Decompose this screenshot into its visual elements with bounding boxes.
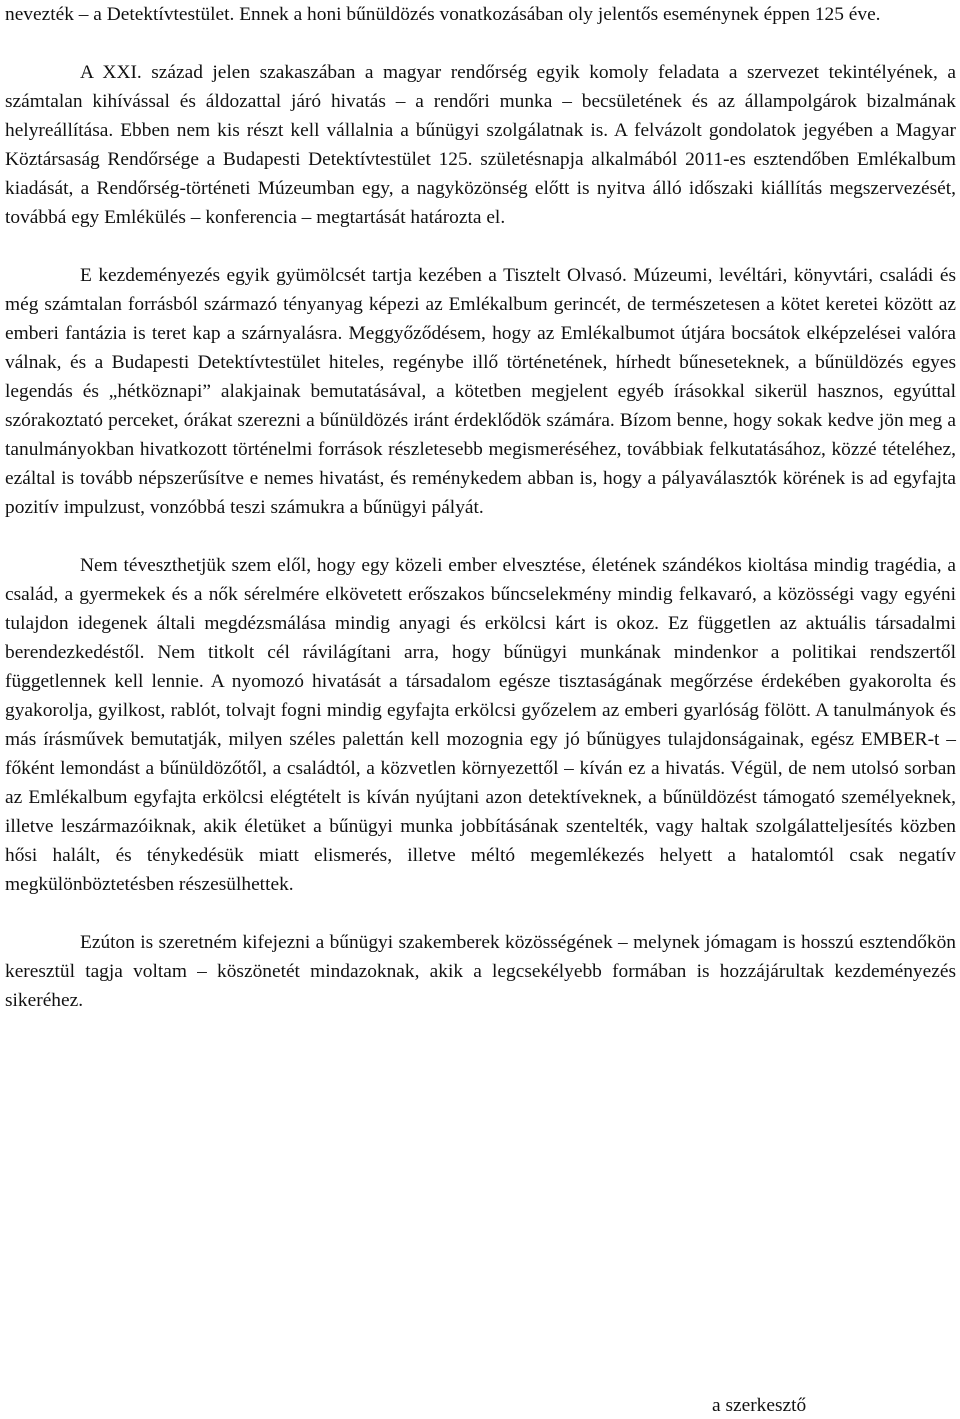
paragraph-intro: A XXI. század jelen szakaszában a magyar rendőrség egyik komoly feladata a szervezet tekintélyének, a számtalan kihívással és áldozattal járó hivatás – a rendőri munka – becsületének és az állampolgárok bizalmának helyreállítása. Ebben nem kis részt kell vállalnia a bűnügyi szolgálatnak is. A felvázolt gondolatok jegyében a Magyar Köztársaság Rendőrsége a Budapesti Detektívtestület 125. születésnapja alkalmából 2011-es esztendőben Emlékalbum kiadását, a Rendőrség-történeti Múzeumban egy, a nagyközönség előtt is nyitva álló időszaki kiállítás megszervezését, továbbá egy Emlékülés – konferencia – megtartását határozta el. <box>5 62 956 228</box>
paragraph-thanks: Ezúton is szeretném kifejezni a bűnügyi szakemberek közösségének – melynek jómagam is hosszú esztendőkön keresztül tagja voltam – köszönetét mindazoknak, akik a legcsekélyebb formában is hozzájárultak kezdeményezés sikeréhez. <box>5 932 956 1011</box>
paragraph-continuation: nevezték – a Detektívtestület. Ennek a honi bűnüldözés vonatkozásában oly jelentős eseménynek éppen 125 éve. <box>5 4 881 25</box>
document-page <box>5 0 956 1015</box>
paragraph-mission: Nem téveszthetjük szem elől, hogy egy közeli ember elvesztése, életének szándékos kioltása mindig tragédia, a család, a gyermekek és a nők sérelmére elkövetett erőszakos bűncselekmény mindig felkavaró, a közösségi vagy egyéni tulajdon idegenek általi megdézsmálása mindig anyagi és erkölcsi kárt is okoz. Ez független az aktuális társadalmi berendezkedéstől. Nem titkolt cél rávilágítani arra, hogy bűnügyi munkának mindenkor a politikai rendszertől függetlennek kell lennie. A nyomozó hivatását a társadalom egésze tisztaságának megőrzése érdekében gyakorolta és gyakorolja, gyilkost, rablót, tolvajt fogni mindig egyfajta erkölcsi győzelem az emberi gyarlóság fölött. A tanulmányok és más írásművek bemutatják, milyen széles palettán kell mozognia egy jó bűnügyes tulajdonságainak, egész EMBER-t – főként lemondást a bűnüldözőtől, a családtól, a közvetlen környezettől – kíván ez a hivatás. Végül, de nem utolsó sorban az Emlékalbum egyfajta erkölcsi elégtételt is kíván nyújtani azon detektíveknek, a bűnüldözést támogató személyeknek, illetve leszármazóiknak, akik életüket a bűnügyi munka jobbításának szentelték, vagy haltak szolgálatteljesítés közben hősi halált, és ténykedésük miatt elismerés, illetve méltó megemlékezés helyett a hatalomtól csak negatív megkülönböztetésben részesülhettek. <box>5 555 956 895</box>
paragraph-album: E kezdeményezés egyik gyümölcsét tartja kezében a Tisztelt Olvasó. Múzeumi, levéltári, könyvtári, családi és még számtalan forrásból származó tényanyag képezi az Emlékalbum gerincét, de természetesen a kötet keretei között az emberi fantázia is teret kap a szárnyalásra. Meggyőződésem, hogy az Emlékalbumot útjára bocsátok elképzelései valóra válnak, és a Budapesti Detektívtestület hiteles, regénybe illő történetének, hírhedt bűneseteknek, a bűnüldözés egyes legendás és „hétköznapi” alakjainak bemutatásával, a kötetben megjelent egyéb írásokkal sikerül hasznos, egyúttal szórakoztató perceket, órákat szerezni a bűnüldözés iránt érdeklődök számára. Bízom benne, hogy sokak kedve jön meg a tanulmányokban hivatkozott történelmi források részletesebb megismeréséhez, továbbiak felkutatásához, közzé tételéhez, ezáltal is tovább népszerűsítve e nemes hivatást, és reménykedem abban is, hogy a pályaválasztók körének is ad egyfajta pozitív impulzust, vonzóbbá teszi számukra a bűnügyi pályát. <box>5 265 956 518</box>
signature: a szerkesztő <box>712 1395 807 1416</box>
